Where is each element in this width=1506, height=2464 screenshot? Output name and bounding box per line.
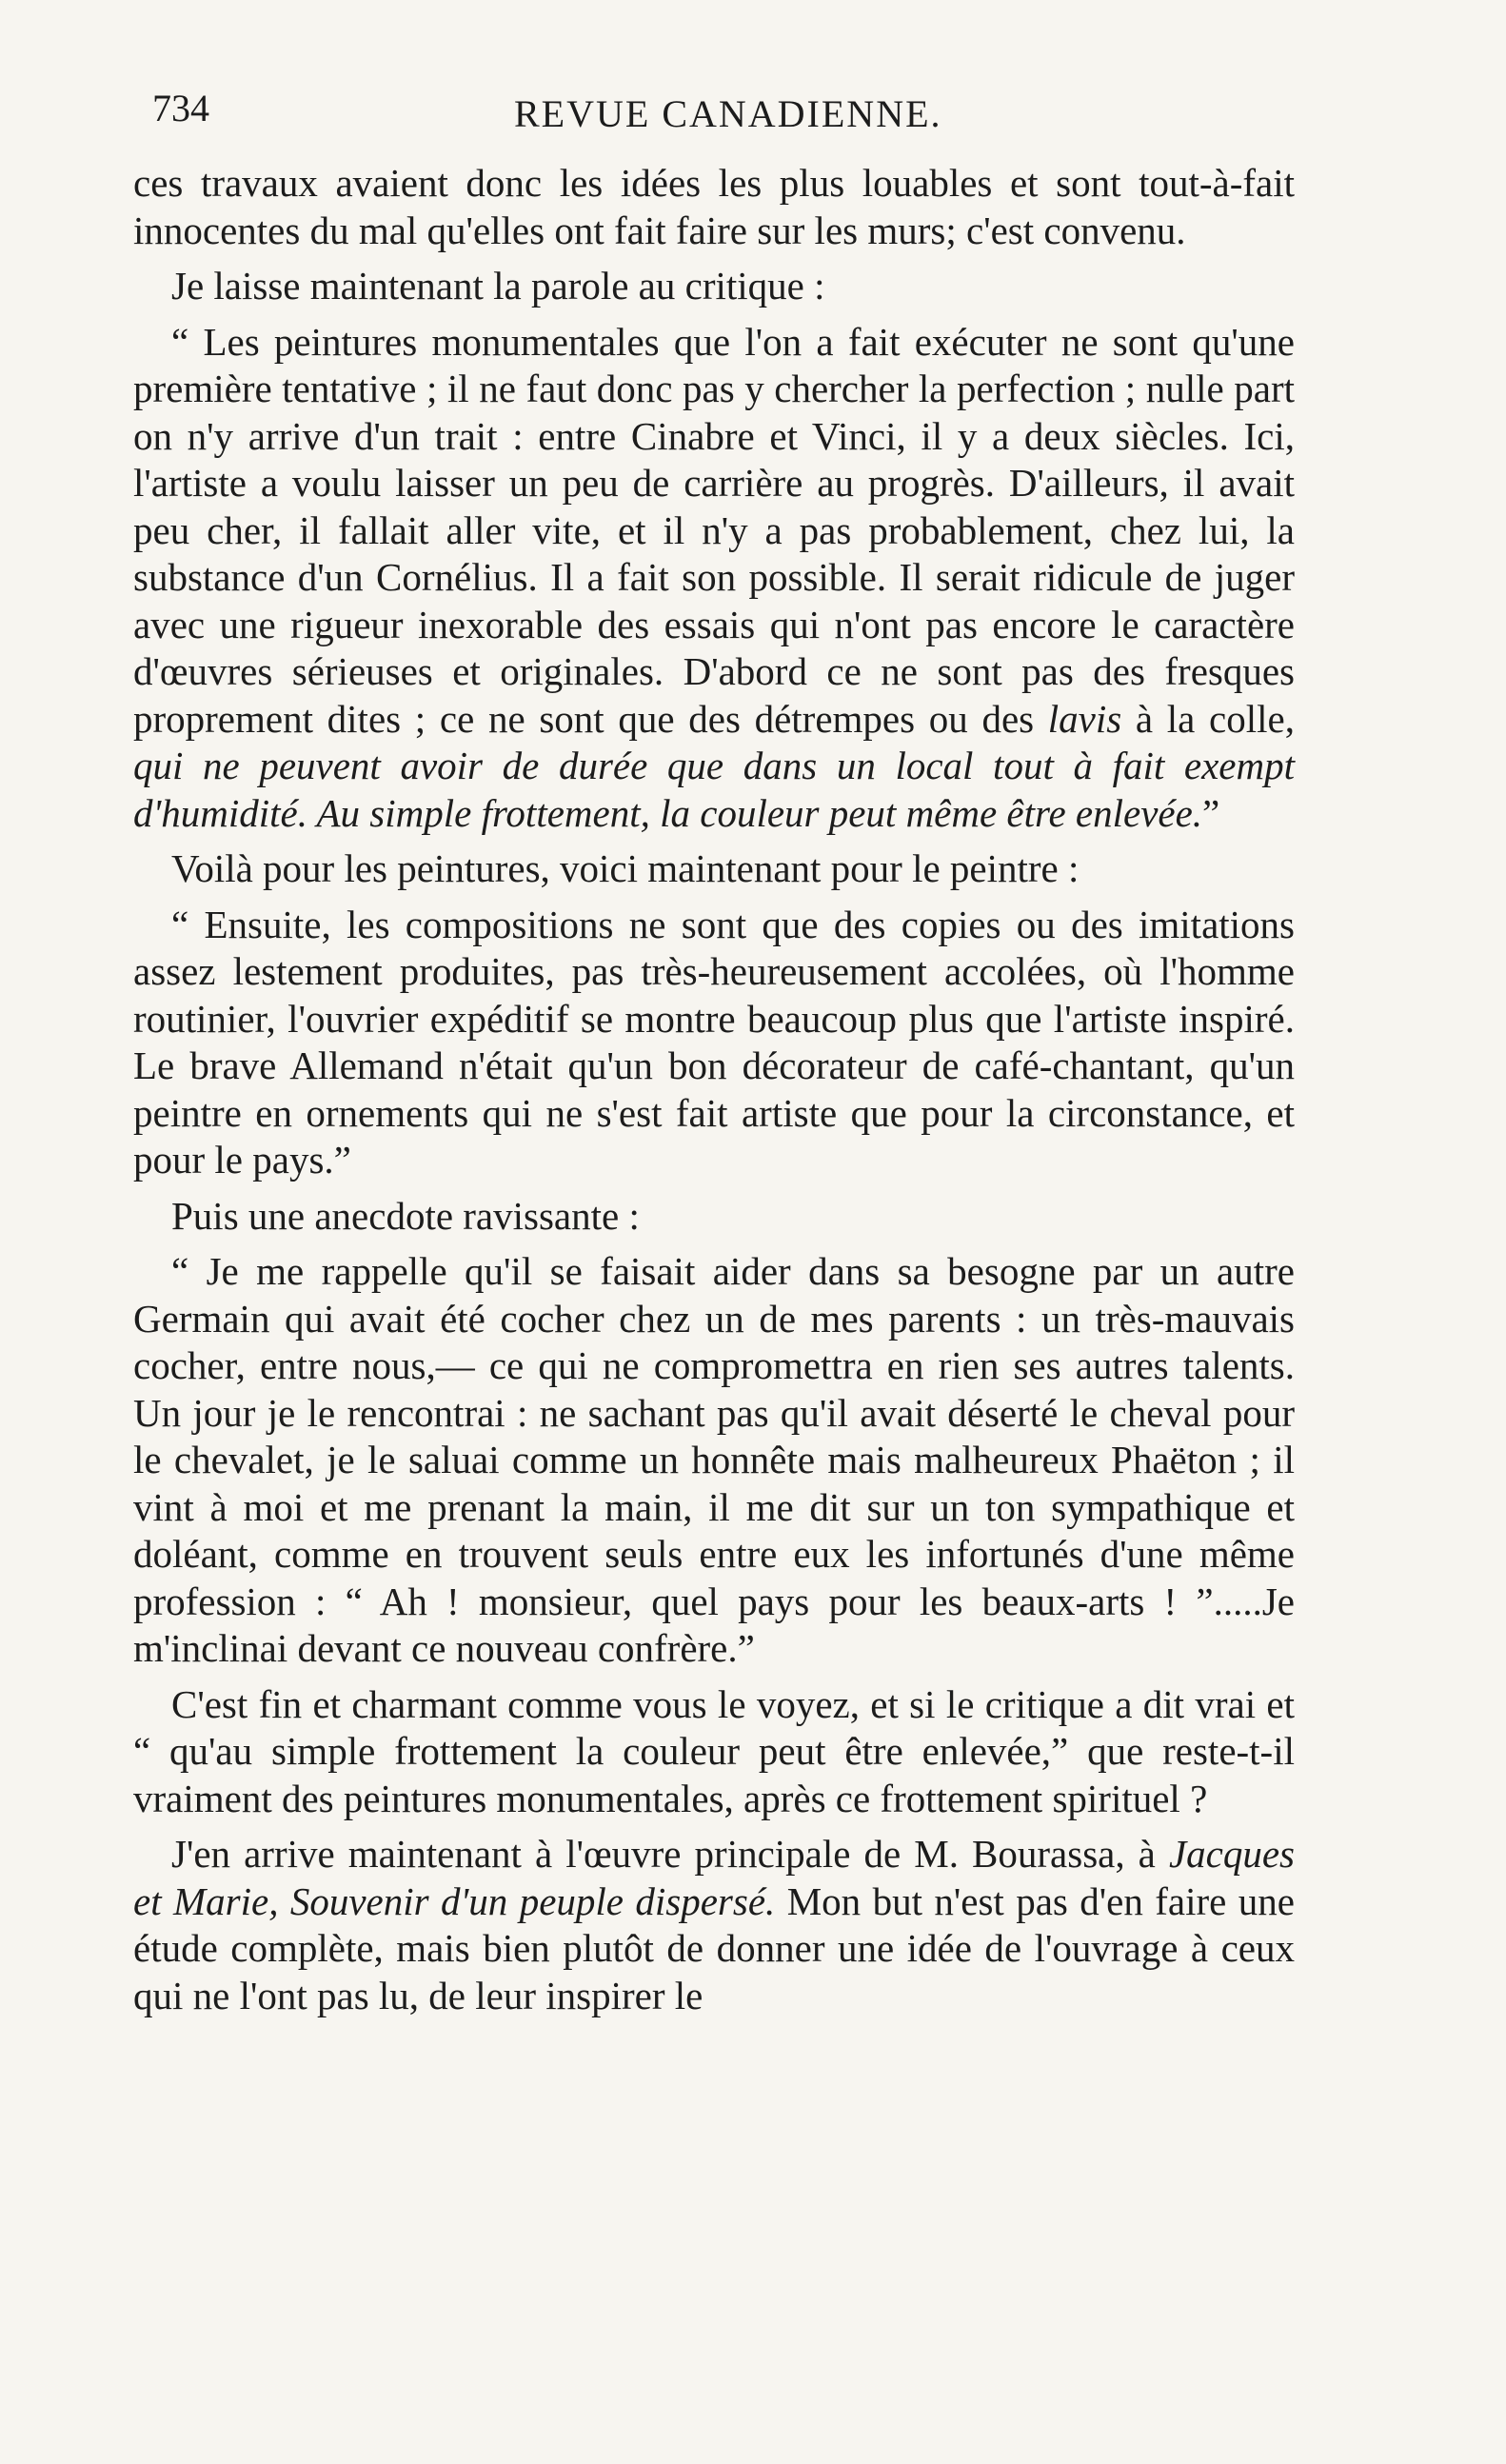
paragraph: C'est fin et charmant comme vous le voyez, et si le critique a dit vrai et “ qu'au simple frottement la couleur peut être enlevée,” que reste-t-il vraiment des peintures monumentales, après ce frottement spirituel ? [133, 1681, 1295, 1820]
body-text [133, 160, 1295, 2028]
italic-text: Jacques et Marie, Souvenir d'un peuple dispersé. [133, 1832, 1295, 1923]
paragraph: “ Les peintures monumentales que l'on a fait exécuter ne sont qu'une première tentative ; il ne faut donc pas y chercher la perfection ; nulle part on n'y arrive d'un trait : entre Cinabre et Vinci, il y a deux siècles. Ici, l'artiste a voulu laisser un peu de carrière au progrès. D'ailleurs, il avait peu cher, il fallait aller vite, et il n'y a pas probablement, chez lui, la substance d'un Cornélius. Il a fait son possible. Il serait ridicule de juger avec une rigueur inexorable des essais qui n'ont pas encore le caractère d'œuvres sérieuses et originales. D'abord ce ne sont pas des fresques proprement dites ; ce ne sont que des détrempes ou des lavis à la colle, qui ne peuvent avoir de durée que dans un local tout à fait exempt d'humidité. Au simple frottement, la couleur peut même être enlevée.” [133, 319, 1295, 835]
paragraph: J'en arrive maintenant à l'œuvre principale de M. Bourassa, à Jacques et Marie, Souvenir d'un peuple dispersé. Mon but n'est pas d'en faire une étude complète, mais bien plutôt de donner une idée de l'ouvrage à ceux qui ne l'ont pas lu, de leur inspirer le [133, 1832, 1295, 2017]
paragraph: ces travaux avaient donc les idées les plus louables et sont tout-à-fait innocentes du mal qu'elles ont fait faire sur les murs; c'est convenu. [133, 161, 1295, 252]
page-number: 734 [152, 87, 209, 129]
paragraph: “ Ensuite, les compositions ne sont que des copies ou des imitations assez lestement produites, pas très-heureusement accolées, où l'homme routinier, l'ouvrier expéditif se montre beaucoup plus que l'artiste inspiré. Le brave Allemand n'était qu'un bon décorateur de café-chantant, qu'un peintre en ornements qui ne s'est fait artiste que pour la circonstance, et pour le pays.” [133, 902, 1295, 1182]
paragraph: Je laisse maintenant la parole au critique : [171, 264, 825, 308]
paragraph: Voilà pour les peintures, voici maintenant pour le peintre : [171, 846, 1080, 890]
paragraph: “ Je me rappelle qu'il se faisait aider dans sa besogne par un autre Germain qui avait été cocher chez un de mes parents : un très-mauvais cocher, entre nous,— ce qui ne compromettra en rien ses autres talents. Un jour je le rencontrai : ne sachant pas qu'il avait déserté le cheval pour le chevalet, je le saluai comme un honnête mais malheureux Phaëton ; il vint à moi et me prenant la main, il me dit sur un ton sympathique et doléant, comme en trouvent seuls entre eux les infortunés d'une même profession : “ Ah ! monsieur, quel pays pour les beaux-arts ! ”.....Je m'inclinai devant ce nouveau confrère.” [133, 1249, 1295, 1670]
italic-text: lavis [1047, 696, 1122, 741]
running-title: REVUE CANADIENNE. [514, 92, 942, 135]
paragraph: Puis une anecdote ravissante : [171, 1193, 640, 1238]
italic-text: qui ne peuvent avoir de durée que dans un local tout à fait exempt d'humidité. Au simple frottement, la couleur peut même être enlevée. [133, 744, 1295, 835]
page-header [152, 86, 1295, 152]
